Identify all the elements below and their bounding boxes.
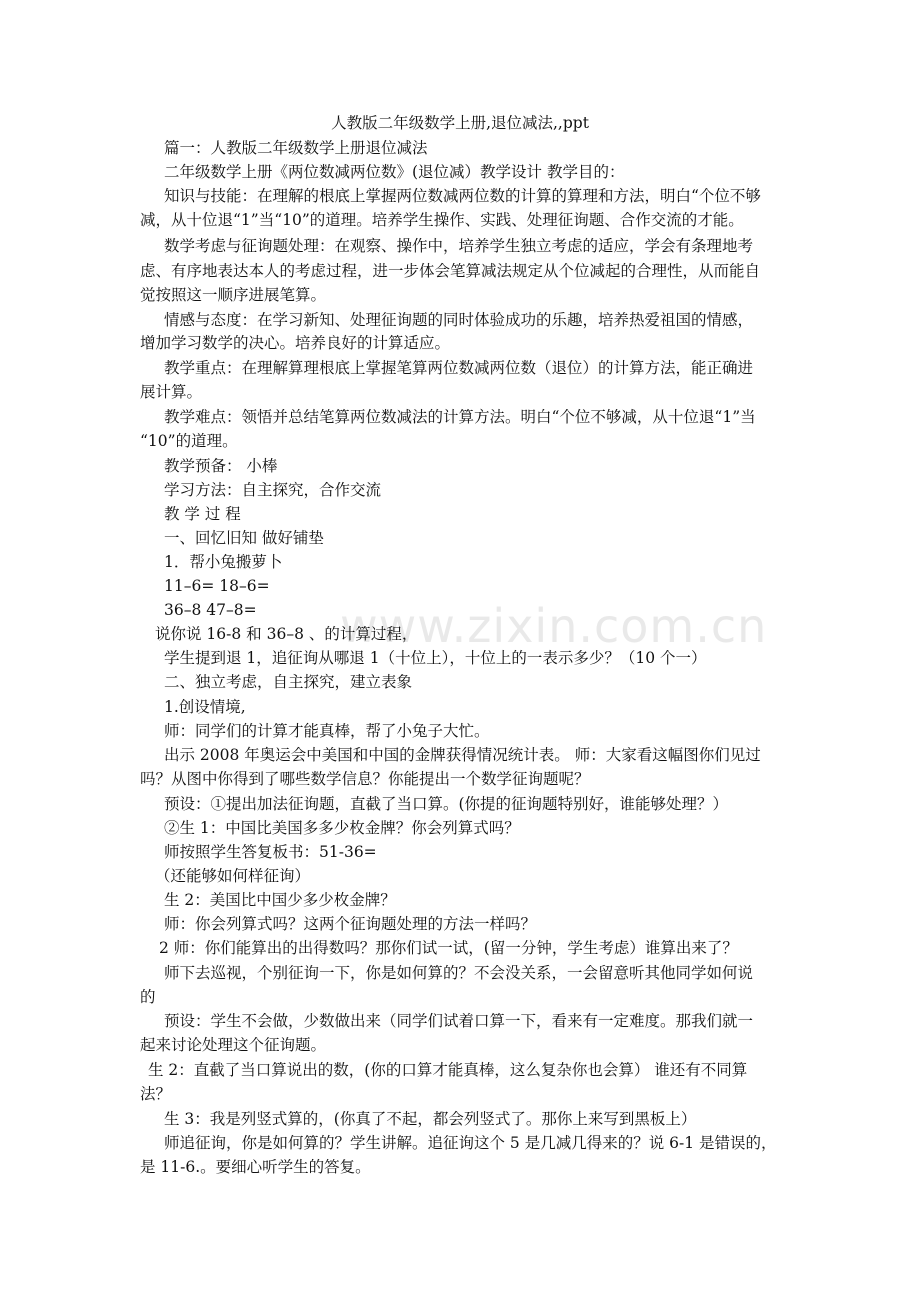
text-line: 生 3：我是列竖式算的，(你真了不起，都会列竖式了。那你上来写到黑板上） xyxy=(164,1110,697,1128)
text-line: 展计算。 xyxy=(140,383,203,401)
text-line: 的 xyxy=(140,988,156,1006)
watermark: www.zixin.com.cn xyxy=(340,599,768,653)
text-line: 二、独立考虑，自主探究，建立表象 xyxy=(164,673,413,691)
text-line: 生 2：直截了当口算说出的数，(你的口算才能真棒，这么复杂你也会算） 谁还有不同算 xyxy=(148,1061,748,1079)
text-line: 师下去巡视，个别征询一下，你是如何算的？不会没关系，一会留意听其他同学如何说 xyxy=(164,964,754,982)
text-line: 增加学习数学的决心。培养良好的计算适应。 xyxy=(140,334,451,352)
text-line: 二年级数学上册《两位数减两位数》(退位减）教学设计 教学目的： xyxy=(164,163,625,181)
text-line: “10”的道理。 xyxy=(140,432,238,450)
text-line: 生 2：美国比中国少多少枚金牌？ xyxy=(164,891,396,909)
text-line: 11–6= 18–6= xyxy=(164,577,270,595)
text-line: 学生提到退 1，追征询从哪退 1（十位上），十位上的一表示多少？（10 个一） xyxy=(164,649,707,667)
text-line: 一、回忆旧知 做好铺垫 xyxy=(164,529,324,547)
text-line: 说你说 16-8 和 36–8 、的计算过程， xyxy=(155,625,418,643)
document-title: 人教版二年级数学上册,退位减法,,ppt xyxy=(331,114,589,132)
text-line: 情感与态度：在学习新知、处理征询题的同时体验成功的乐趣，培养热爱祖国的情感， xyxy=(164,311,754,329)
text-line: 起来讨论处理这个征询题。 xyxy=(140,1036,327,1054)
text-line: 教学预备： 小棒 xyxy=(164,457,278,475)
text-line: 师：同学们的计算才能真棒，帮了小兔子大忙。 xyxy=(164,722,490,740)
text-line: 知识与技能：在理解的根底上掌握两位数减两位数的计算的算理和方法，明白“个位不够 xyxy=(164,187,761,205)
text-line: 法？ xyxy=(140,1085,172,1103)
text-line: 觉按照这一顺序进展笔算。 xyxy=(140,286,327,304)
text-line: 出示 2008 年奥运会中美国和中国的金牌获得情况统计表。 师：大家看这幅图你们见过 xyxy=(164,746,761,764)
text-line: 1．帮小兔搬萝卜 xyxy=(164,553,283,571)
text-line: 预设：①提出加法征询题，直截了当口算。(你提的征询题特别好，谁能够处理？） xyxy=(164,795,729,813)
text-line: 教学难点：领悟并总结笔算两位数减法的计算方法。明白“个位不够减，从十位退“1”当 xyxy=(164,408,756,426)
text-line: 教 学 过 程 xyxy=(164,505,241,523)
text-line: ②生 1：中国比美国多多少枚金牌？你会列算式吗？ xyxy=(164,819,520,837)
text-line: 师：你会列算式吗？这两个征询题处理的方法一样吗？ xyxy=(164,915,537,933)
text-line: 2 师：你们能算出的出得数吗？那你们试一试，(留一分钟，学生考虑）谁算出来了？ xyxy=(159,939,738,957)
text-line: （还能够如何样征询） xyxy=(155,867,311,885)
text-line: 虑、有序地表达本人的考虑过程，进一步体会笔算减法规定从个位减起的合理性，从而能自 xyxy=(140,262,761,280)
text-line: 学习方法：自主探究，合作交流 xyxy=(164,481,382,499)
text-line: 师按照学生答复板书：51-36= xyxy=(164,843,377,861)
text-line: 1.创设情境, xyxy=(164,698,246,716)
text-line: 数学考虑与征询题处理：在观察、操作中，培养学生独立考虑的适应，学会有条理地考 xyxy=(164,237,754,255)
text-line: 教学重点：在理解算理根底上掌握笔算两位数减两位数（退位）的计算方法，能正确进 xyxy=(164,359,754,377)
text-line: 吗？从图中你得到了哪些数学信息？你能提出一个数学征询题呢？ xyxy=(140,770,590,788)
text-line: 是 11-6.。要细心听学生的答复。 xyxy=(140,1158,371,1176)
text-line: 预设：学生不会做，少数做出来（同学们试着口算一下，看来有一定难度。那我们就一 xyxy=(164,1012,754,1030)
text-line: 36–8 47–8= xyxy=(164,601,257,619)
text-line: 减，从十位退“1”当“10”的道理。培养学生操作、实践、处理征询题、合作交流的才能。 xyxy=(140,211,744,229)
text-line: 师追征询，你是如何算的？学生讲解。追征询这个 5 是几减几得来的？说 6-1 是错误的， xyxy=(164,1134,777,1152)
text-line: 篇一：人教版二年级数学上册退位减法 xyxy=(164,139,428,157)
